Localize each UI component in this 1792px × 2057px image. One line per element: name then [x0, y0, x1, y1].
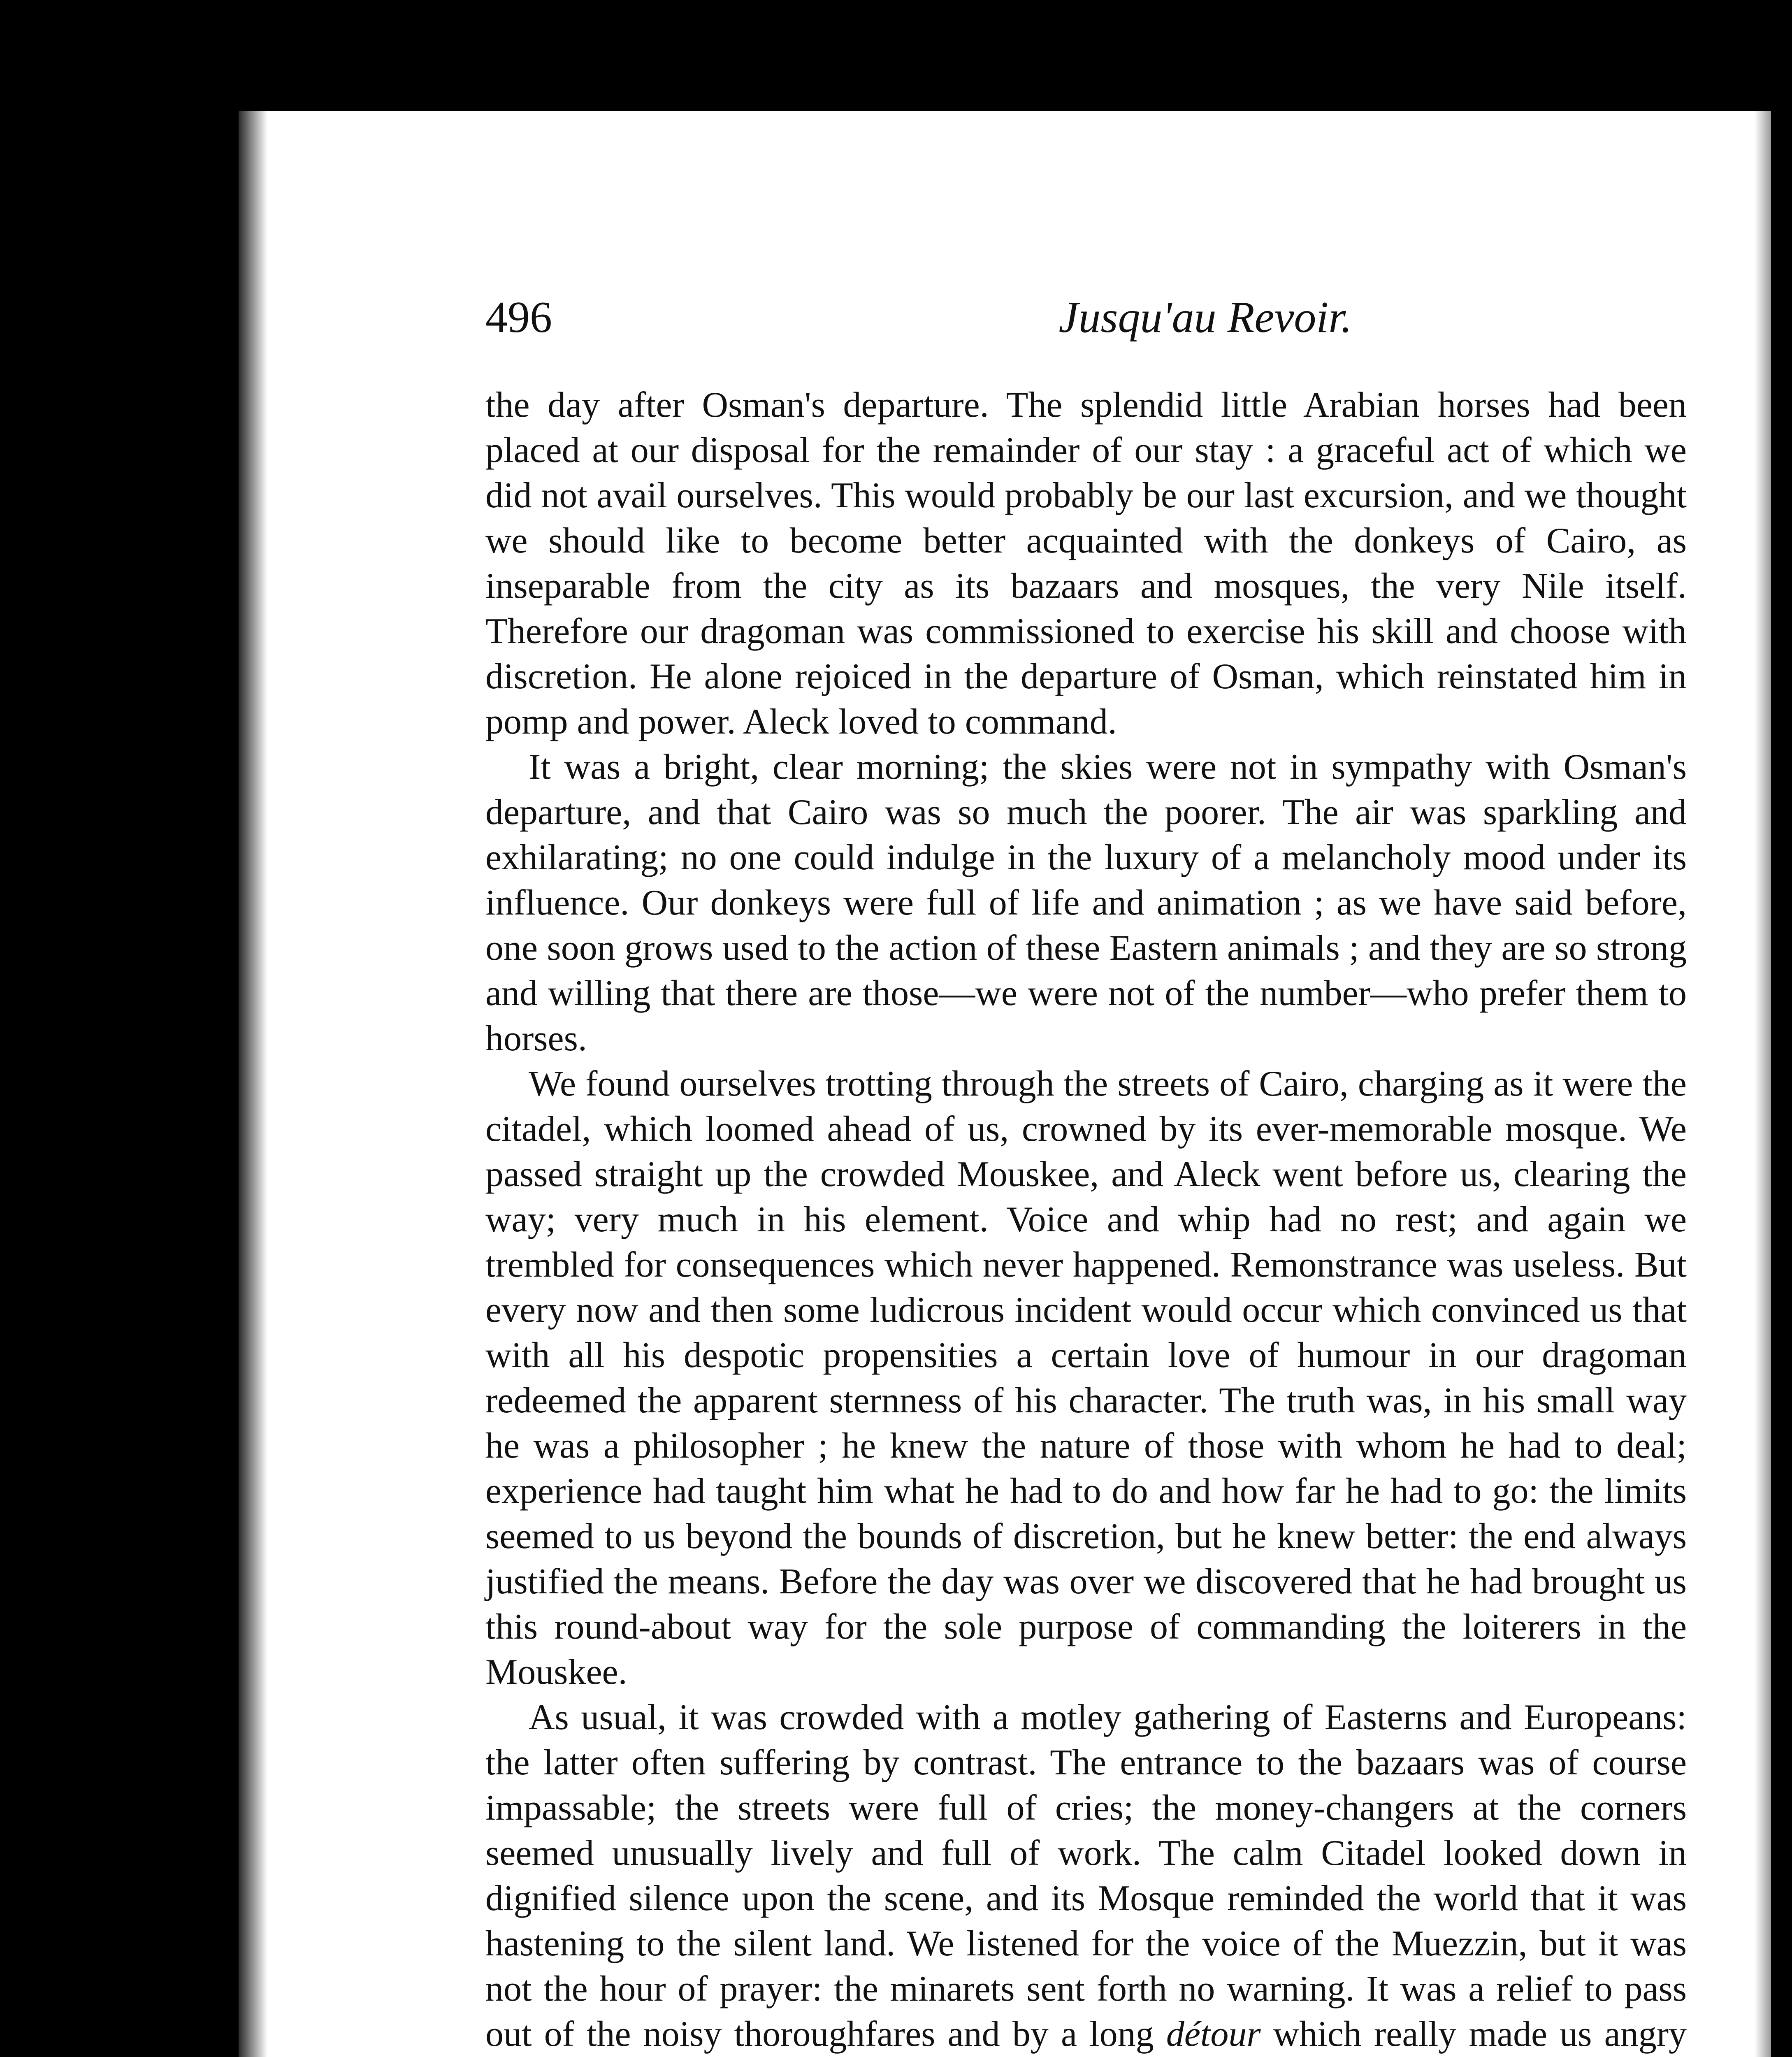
gutter-shadow [239, 111, 267, 2057]
paragraph: As usual, it was crowded with a motley gathering of Easterns and Europeans: the latter often suffering by contrast. The entrance to the bazaars was of course impassable; the streets were full of cries; the money-changers at the corners seemed unusually lively and full of work. The calm Citadel looked down in dignified silence upon the scene, and its Mosque reminded the world that it was hastening to the silent land. We listened for the voice of the Muezzin, but it was not the hour of prayer: the minarets sent forth no warning. It was a relief to pass out of the noisy thoroughfares and by a long détour which really made us angry [485, 1697, 1687, 2054]
paragraph: It was a bright, clear morning; the skies were not in sympathy with Osman's departure, and that Cairo was so much the poorer. The air was sparkling and exhilarating; no one could indulge in the luxury of a melancholy mood under its influence. Our donkeys were full of life and animation ; as we have said before, one soon grows used to the action of these Eastern animals ; and they are so strong and willing that there are those—we were not of the number—who prefer them to horses. [485, 747, 1687, 1059]
running-title: Jusqu'au Revoir. [1058, 293, 1352, 342]
page-edge-shadow [1755, 111, 1771, 2057]
body-text [485, 383, 1687, 2057]
paragraph: We found ourselves trotting through the streets of Cairo, charging as it were the citadel, which loomed ahead of us, crowned by its ever-memorable mosque. We passed straight up the crowded Mouskee, and Aleck went before us, clearing the way; very much in his element. Voice and whip had no rest; and again we trembled for consequences which never happened. Remonstrance was useless. But every now and then some ludicrous incident would occur which convinced us that with all his despotic propensities a certain love of humour in our dragoman redeemed the apparent sternness of his character. The truth was, in his small way he was a philosopher ; he knew the nature of those with whom he had to deal; experience had taught him what he had to do and how far he had to go: the limits seemed to us beyond the bounds of discretion, but he knew better: the end always justified the means. Before the day was over we discovered that he had brought us this round-about way for the sole purpose of commanding the loiterers in the Mouskee. [485, 1064, 1687, 1692]
page-header [485, 292, 1792, 374]
paragraph: the day after Osman's departure. The splendid little Arabian horses had been placed at our disposal for the remainder of our stay : a graceful act of which we did not avail ourselves. This would probably be our last excursion, and we thought we should like to become better acquainted with the donkeys of Cairo, as inseparable from the city as its bazaars and mosques, the very Nile itself. Therefore our dragoman was commissioned to exercise his skill and choose with discretion. He alone rejoiced in the departure of Osman, which reinstated him in pomp and power. Aleck loved to command. [485, 385, 1687, 742]
italic-word: détour [1166, 2014, 1261, 2054]
page-number: 496 [485, 293, 552, 342]
